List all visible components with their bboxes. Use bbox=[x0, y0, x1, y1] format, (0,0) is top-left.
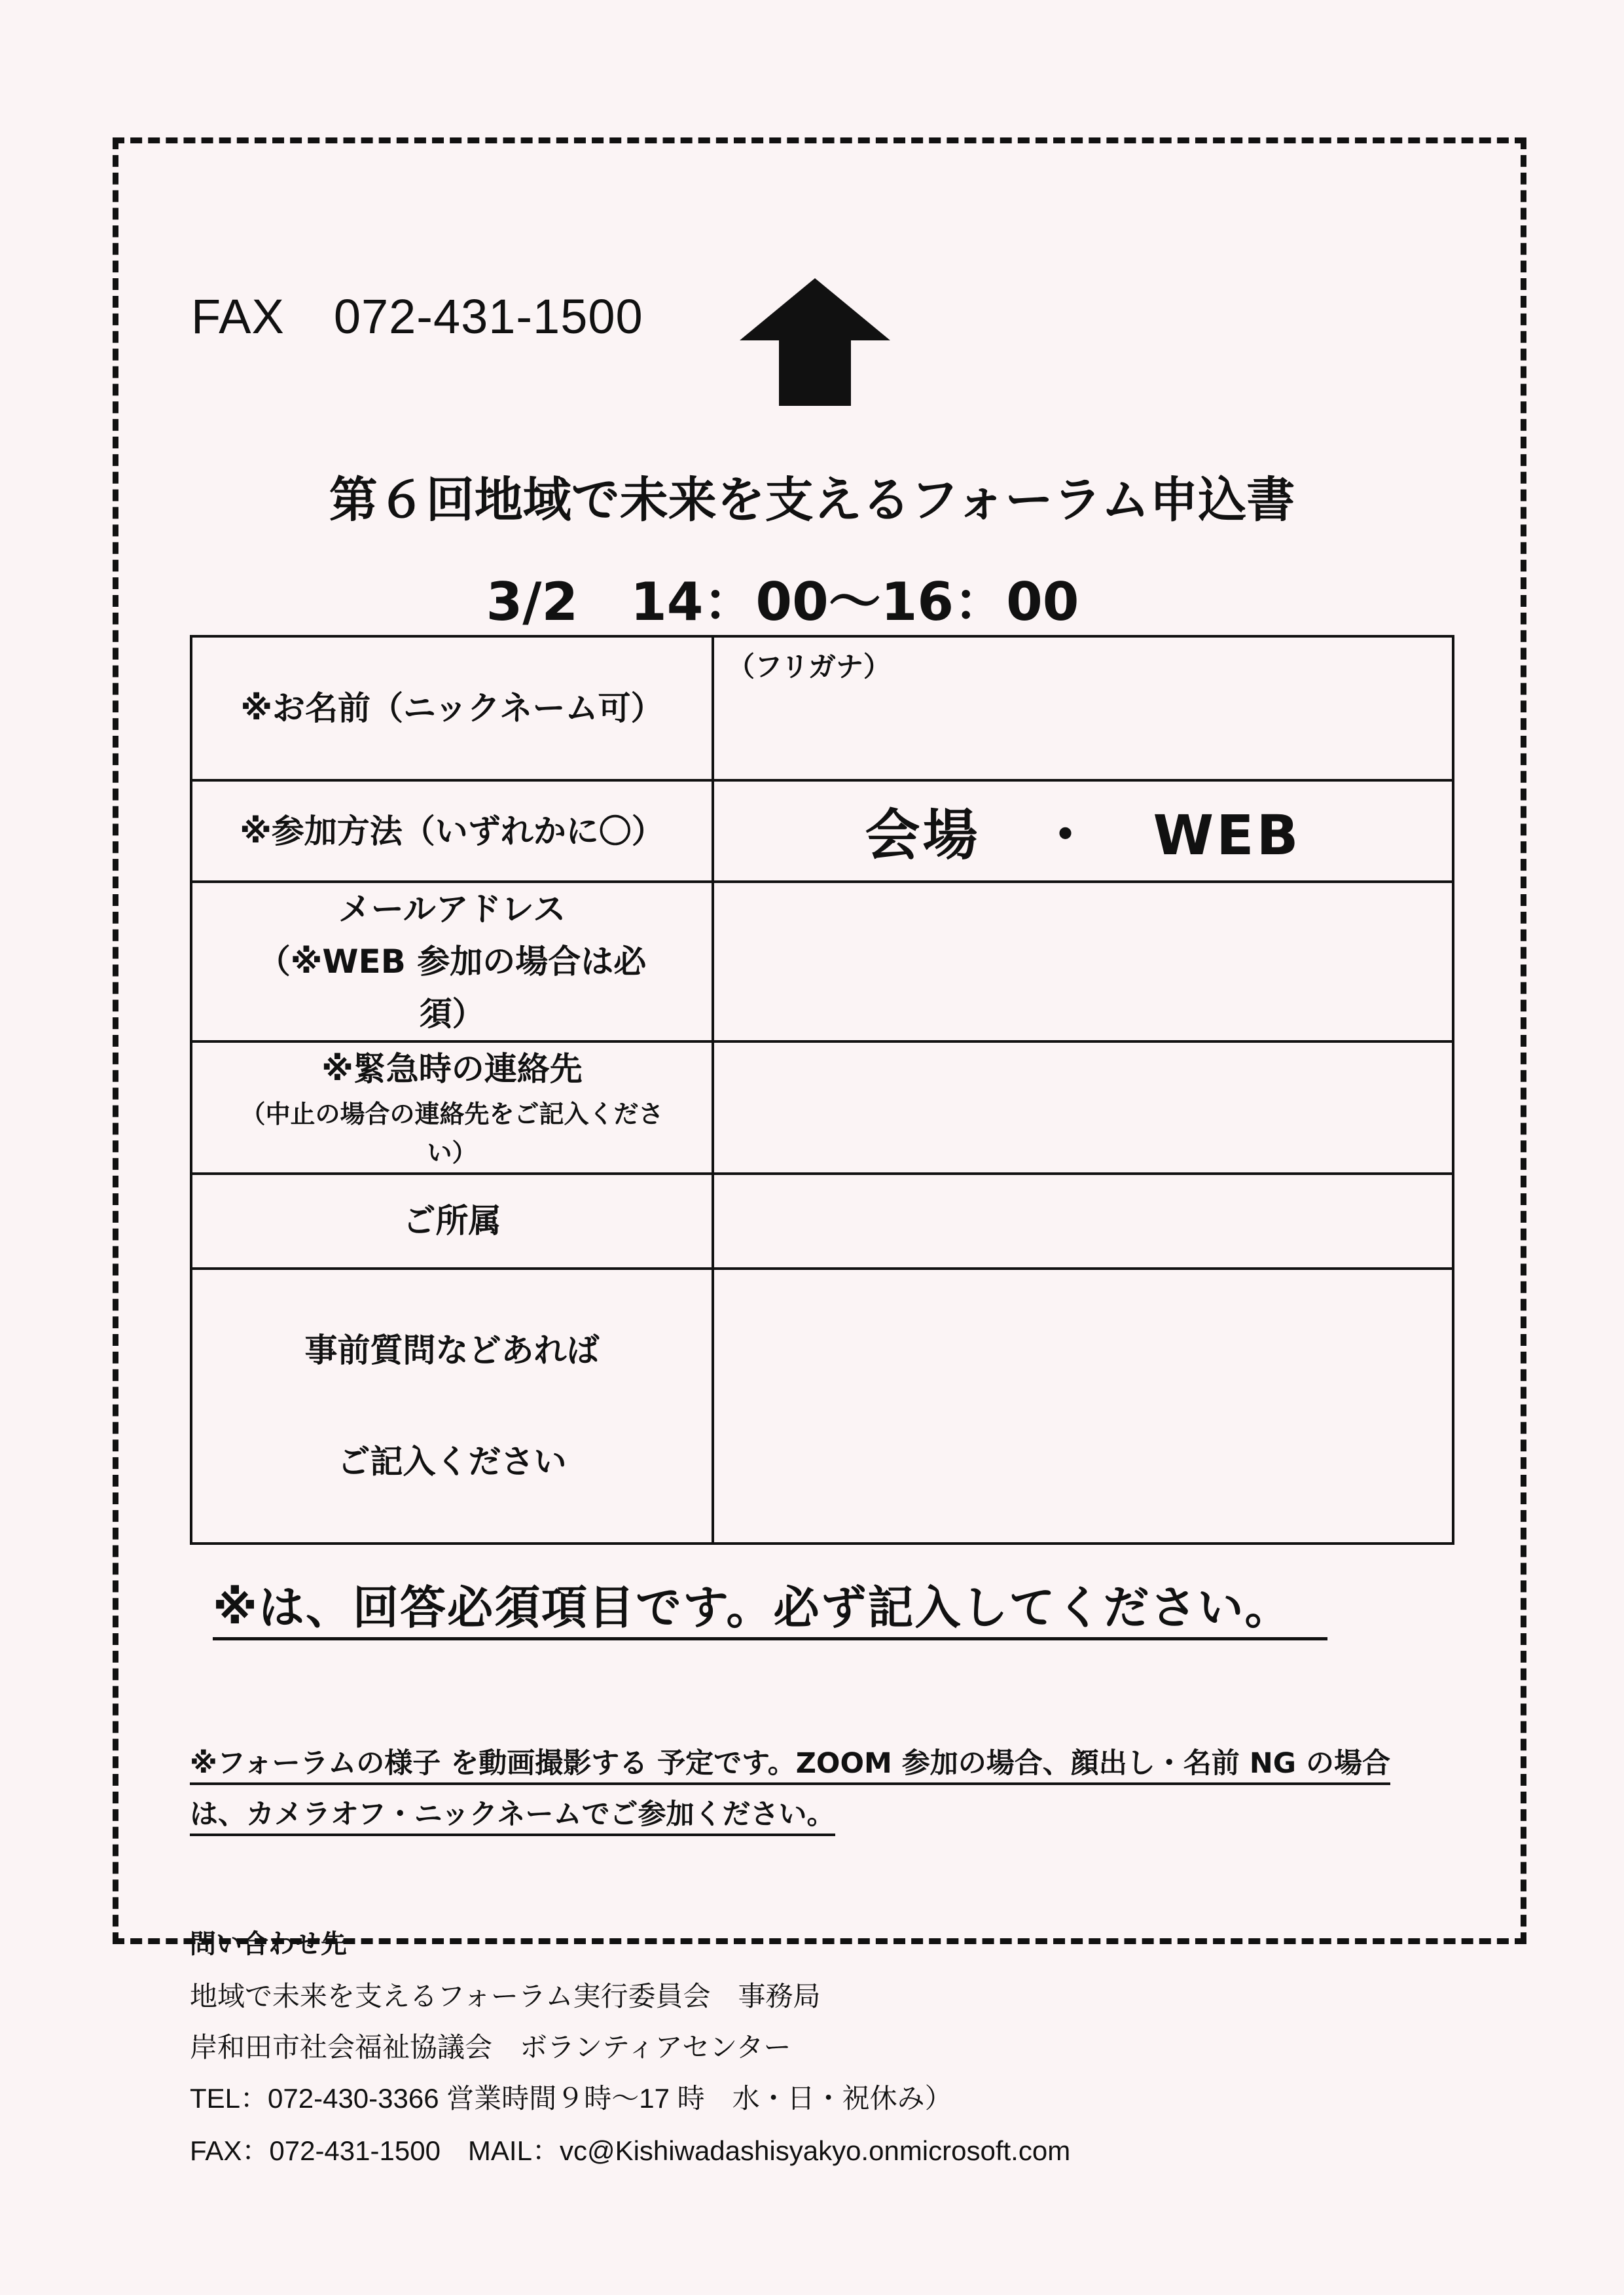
recording-notice-text-2: は、カメラオフ・ニックネームでご参加ください。 bbox=[190, 1798, 835, 1836]
application-form-table bbox=[190, 635, 1454, 1545]
method-options[interactable]: 会場 ・ WEB bbox=[713, 780, 1453, 882]
emergency-label-title: ※緊急時の連絡先 bbox=[321, 1050, 583, 1088]
method-row bbox=[191, 780, 1453, 882]
furigana-label: （フリガナ） bbox=[727, 651, 891, 683]
questions-field[interactable] bbox=[713, 1269, 1453, 1544]
required-fields-note: ※は、回答必須項目です。必ず記入してください。 bbox=[213, 1571, 1327, 1640]
emergency-field[interactable] bbox=[713, 1041, 1453, 1174]
contact-title: 問い合わせ先 bbox=[190, 1929, 347, 1959]
event-datetime: 3/2 14：00～16：00 bbox=[486, 571, 1079, 632]
contact-org-1: 地域で未来を支えるフォーラム実行委員会 事務局 bbox=[190, 1980, 821, 2012]
name-label: ※お名前（ニックネーム可） bbox=[191, 636, 713, 780]
email-label bbox=[191, 882, 713, 1041]
arrow-up-icon bbox=[740, 278, 890, 409]
emergency-row bbox=[191, 1041, 1453, 1174]
email-label-line-3: 須） bbox=[419, 995, 485, 1033]
email-row bbox=[191, 882, 1453, 1041]
email-label-line-2: （※WEB 参加の場合は必 bbox=[257, 943, 647, 981]
questions-label-line-2: ご記入ください bbox=[337, 1442, 567, 1481]
questions-label bbox=[191, 1269, 713, 1544]
recording-notice-text-1: ※フォーラムの様子 を動画撮影する 予定です。ZOOM 参加の場合、顔出し・名前 NG の場合 bbox=[190, 1747, 1390, 1785]
emergency-note-line-1: （中止の場合の連絡先をご記入くださ bbox=[240, 1100, 664, 1129]
questions-row bbox=[191, 1269, 1453, 1544]
contact-fax-mail: FAX：072-431-1500 MAIL：vc@Kishiwadashisyakyo.onmicrosoft.com bbox=[190, 2135, 1071, 2166]
affiliation-field[interactable] bbox=[713, 1174, 1453, 1269]
contact-org-2: 岸和田市社会福祉協議会 ボランティアセンター bbox=[190, 2031, 791, 2063]
recording-notice-line-2 bbox=[190, 1792, 835, 1832]
emergency-note-line-2: い） bbox=[427, 1138, 477, 1167]
method-label: ※参加方法（いずれかに〇） bbox=[191, 780, 713, 882]
fax-number-header: FAX 072-431-1500 bbox=[191, 289, 643, 344]
email-field[interactable] bbox=[713, 882, 1453, 1041]
recording-notice-line-1 bbox=[190, 1741, 1390, 1781]
email-label-line-1: メールアドレス bbox=[338, 890, 566, 928]
affiliation-row bbox=[191, 1174, 1453, 1269]
name-field[interactable] bbox=[713, 636, 1453, 780]
questions-label-line-1: 事前質問などあれば bbox=[304, 1331, 600, 1369]
name-row bbox=[191, 636, 1453, 780]
contact-tel: TEL：072-430-3366 営業時間９時～17 時 水・日・祝休み） bbox=[190, 2083, 952, 2114]
affiliation-label: ご所属 bbox=[191, 1174, 713, 1269]
form-title: 第６回地域で未来を支えるフォーラム申込書 bbox=[329, 472, 1295, 528]
emergency-label bbox=[191, 1041, 713, 1174]
